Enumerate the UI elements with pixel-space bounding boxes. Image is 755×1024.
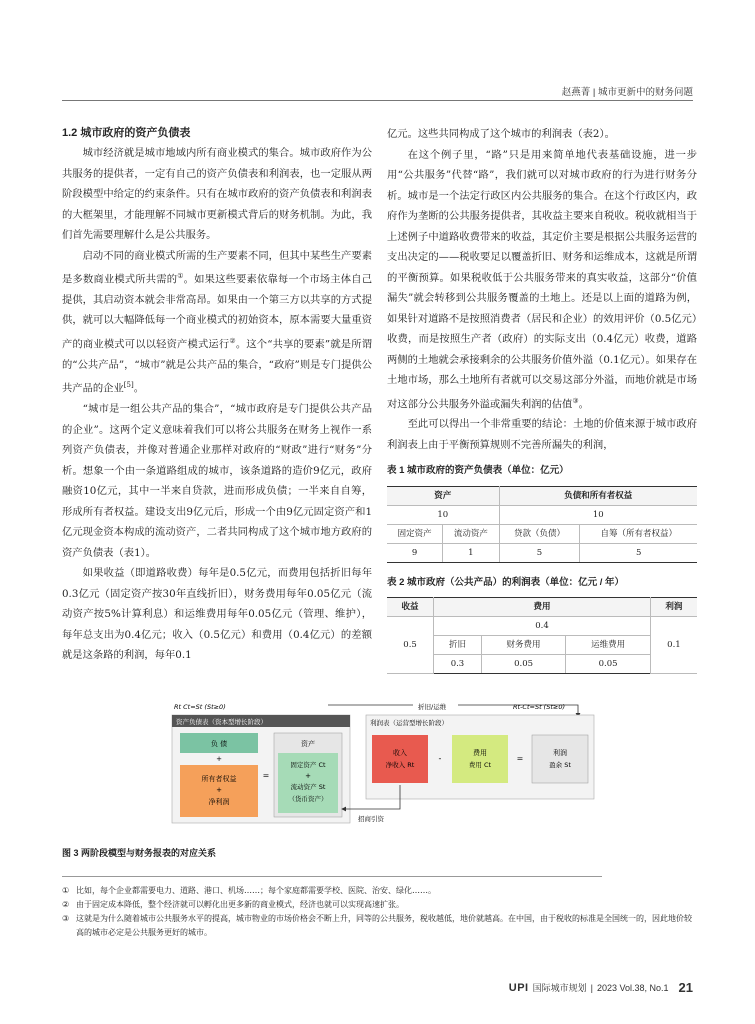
financing-label: 招商引资 — [358, 815, 384, 823]
table-cell: 10 — [387, 505, 499, 524]
revenue-sub-label: 净收入 Rt — [385, 761, 415, 769]
eq-right: Rt-Ct=St (St≥0) — [513, 703, 566, 711]
table-header: 负债和所有者权益 — [499, 486, 697, 505]
section-title: 1.2 城市政府的资产负债表 — [62, 127, 191, 139]
paragraph: “城市是一组公共产品的集合”，“城市政府是专门提供公共产品的企业”。这两个定义意味着我们可以将公共服务在财务上视作一系列资产负债表，并像对普通企业那样对政府的“财政”进行“财务”分析。想象一个由一条道路组成的城市，该条道路的造价9亿元，政府融资10亿元，其中一半来自贷款，进而形成负债；一半来自自筹，形成所有者权益。建设支出9亿元后，形成一个由9亿元固定资产和1亿元现金资本构成的流动资产，二者共同构成了这个城市地方政府的资产负债表（表1）。 — [62, 403, 372, 559]
footnote-rule — [62, 876, 602, 877]
page-number: 21 — [678, 980, 693, 995]
footnotes — [62, 884, 692, 940]
cost-box — [452, 735, 508, 783]
text-span: 。 — [578, 397, 589, 410]
table-cell: 0.1 — [650, 617, 697, 674]
table-header: 收益 — [387, 598, 434, 617]
paragraph: 如果收益（即道路收费）每年是0.5亿元，而费用包括折旧每年0.3亿元（固定资产按30年直线折旧），财务费用每年0.05亿元（流动资产按5%计算利息）和运维费用每年0.05亿元（管理、维护），每年总支出为0.4亿元；收入（0.5亿元）和费用（0.4亿元）的差额就是这条路的利润，每年0.1 — [62, 567, 372, 662]
footnote-number: ① — [62, 886, 70, 895]
footnote-number: ② — [62, 900, 70, 909]
profit-sub-label: 盈余 St — [549, 761, 571, 769]
footnote-ref[interactable]: ② — [229, 336, 236, 345]
text-span: 。 — [133, 382, 144, 395]
paragraph — [387, 145, 697, 415]
cash-asset-label: （货币资产） — [288, 795, 328, 803]
footnote-number: ③ — [62, 914, 70, 923]
table-header: 利润 — [650, 598, 697, 617]
plus-sign: + — [305, 772, 311, 780]
text-span: 在这个例子里，“路”只是用来简单地代表基础设施，进一步用“公共服务”代替“路”，我们就可以对城市政府的行为进行财务分析。城市是一个法定行政区内公共服务的集合。在这个行政区内，政府作为垄断的公共服务提供者，其收益主要来自税收。税收就相当于上述例子中道路收费带来的收益，其定价主要是根据公共服务运营的支出决定的——税收要足以覆盖折旧、财务和运维成本，这就是所谓的平衡预算。如果税收低于公共服务带来的真实收益，这部分“价值漏失”就会转移到公共服务覆盖的土地上。还是以上面的道路为例，如果针对道路不是按照消费者（居民和企业）的效用评价（0.5亿元）收费，而是按照生产者（政府）的实际支出（0.4亿元）收费，道路两侧的土地就会承接剩余的公共服务价值外溢（0.1亿元）。如果存在土地市场，那么土地所有者就可以交易这部分外溢，而地价就是市场对这部分公共服务外溢或漏失利润的估值 — [387, 148, 697, 410]
table-cell: 0.4 — [434, 617, 651, 636]
text-span: 启动不同的商业模式所需的生产要素不同，但其中某些生产要素是多数商业模式所共需的 — [62, 249, 372, 286]
table-header: 费用 — [434, 598, 651, 617]
citation-ref[interactable]: [5] — [123, 381, 134, 390]
paragraph — [62, 246, 372, 400]
footer-separator: | — [590, 982, 593, 993]
table-cell: 固定资产 — [387, 524, 443, 543]
fixed-asset-label: 固定资产 Ct — [290, 761, 326, 769]
footnote-text: 由于固定成本降低，整个经济就可以孵化出更多新的商业模式，经济也就可以实现高速扩张。 — [76, 900, 404, 909]
table-cell: 0.3 — [434, 655, 482, 674]
left-column — [62, 124, 372, 666]
header-rule — [62, 100, 693, 101]
table-header: 资产 — [387, 486, 499, 505]
cost-sub-label: 费用 Ct — [468, 761, 492, 769]
footnote — [62, 884, 692, 898]
footnote-text: 比如，每个企业都需要电力、道路、港口、机场……；每个家庭都需要学校、医院、治安、绿化……。 — [76, 886, 436, 895]
table-2-caption: 表 2 城市政府（公共产品）的利润表（单位：亿元 / 年） — [387, 576, 624, 588]
table-cell: 1 — [443, 543, 499, 562]
minus-sign: - — [438, 754, 442, 763]
table-cell: 财务费用 — [481, 636, 566, 655]
right-column — [387, 124, 697, 674]
table-cell: 自筹（所有者权益） — [580, 524, 697, 543]
income-statement-title: 利润表（运营型增长阶段） — [370, 719, 448, 727]
table-cell: 运维费用 — [566, 636, 651, 655]
table-2 — [387, 597, 697, 674]
equals-sign: = — [262, 771, 270, 780]
asset-label: 资产 — [301, 740, 315, 748]
journal-name: 国际城市规划 — [532, 983, 587, 993]
journal-issue: 2023 Vol.38, No.1 — [596, 982, 669, 993]
table-cell: 9 — [387, 543, 443, 562]
table-1-caption: 表 1 城市政府的资产负债表（单位：亿元） — [387, 465, 569, 477]
plus-sign: + — [216, 786, 222, 794]
table-cell: 折旧 — [434, 636, 482, 655]
eq-left: Rt Ct=St (St≥0) — [174, 703, 226, 711]
footnote — [62, 912, 692, 940]
table-1 — [387, 486, 697, 563]
paragraph: 至此可以得出一个非常重要的结论：土地的价值来源于城市政府利润表上由于平衡预算规则不完善所漏失的利润， — [387, 418, 697, 451]
liability-label: 负 债 — [210, 740, 228, 748]
depreciation-label: 折旧/运维 — [418, 703, 447, 711]
table-cell: 10 — [499, 505, 697, 524]
journal-logo: UPI — [508, 981, 529, 994]
footnote — [62, 898, 692, 912]
page-footer — [509, 980, 693, 995]
footnote-text: 这就是为什么随着城市公共服务水平的提高，城市物业的市场价格会不断上升，同等的公共服务，税收越低，地价就越高。在中国，由于税收的标准是全国统一的，因此地价较高的城市必定是公共服务更好的城市。 — [76, 914, 692, 937]
current-asset-label: 流动资产 St — [290, 783, 326, 791]
footnote-ref[interactable]: ① — [177, 272, 184, 280]
paragraph: 城市经济就是城市地域内所有商业模式的集合。城市政府作为公共服务的提供者，一定有自己的资产负债表和利润表，也一定服从两阶段模型中给定的约束条件。只有在城市政府的资产负债表和利润表的大框架里，才能理解不同城市更新模式背后的财务机制。为此，我们首先需要理解什么是公共服务。 — [62, 147, 372, 241]
table-cell: 贷款（负债） — [499, 524, 580, 543]
table-cell: 流动资产 — [443, 524, 499, 543]
revenue-label: 收入 — [393, 749, 407, 757]
table-cell: 0.5 — [387, 617, 434, 674]
figure-3-caption: 图 3 两阶段模型与财务报表的对应关系 — [62, 848, 217, 858]
text-span: 。这个“共享的要素”就是所谓的“公共产品”，“城市”就是公共产品的集合，“政府”则是专门提供公共产品的企业 — [62, 338, 373, 395]
equals-sign: = — [516, 754, 524, 763]
table-cell: 5 — [499, 543, 580, 562]
retained-profit-label: 净利润 — [208, 798, 230, 806]
text-span: 。如果这些要素依靠每一个市场主体自己提供，其启动资本就会非常高昂。如果由一个第三方以共享的方式提供，就可以大幅降低每一个商业模式的初始资本，原本需要大量重资产的商业模式可以以轻资产模式运行 — [62, 273, 372, 351]
profit-label: 利润 — [553, 749, 567, 757]
table-cell: 5 — [580, 543, 697, 562]
paragraph: 亿元。这些共同构成了这个城市的利润表（表2）。 — [387, 128, 615, 140]
table-cell: 0.05 — [481, 655, 566, 674]
two-stage-model-figure — [168, 697, 598, 827]
cost-label: 费用 — [473, 749, 487, 757]
revenue-box — [372, 735, 428, 783]
profit-box — [532, 735, 588, 783]
table-cell: 0.05 — [566, 655, 651, 674]
running-header: 赵燕菁 | 城市更新中的财务问题 — [561, 87, 693, 98]
equity-label: 所有者权益 — [201, 775, 237, 783]
plus-sign: + — [216, 755, 222, 763]
footnote-ref[interactable]: ③ — [572, 396, 579, 405]
balance-sheet-title: 资产负债表（资本型增长阶段） — [176, 718, 267, 726]
